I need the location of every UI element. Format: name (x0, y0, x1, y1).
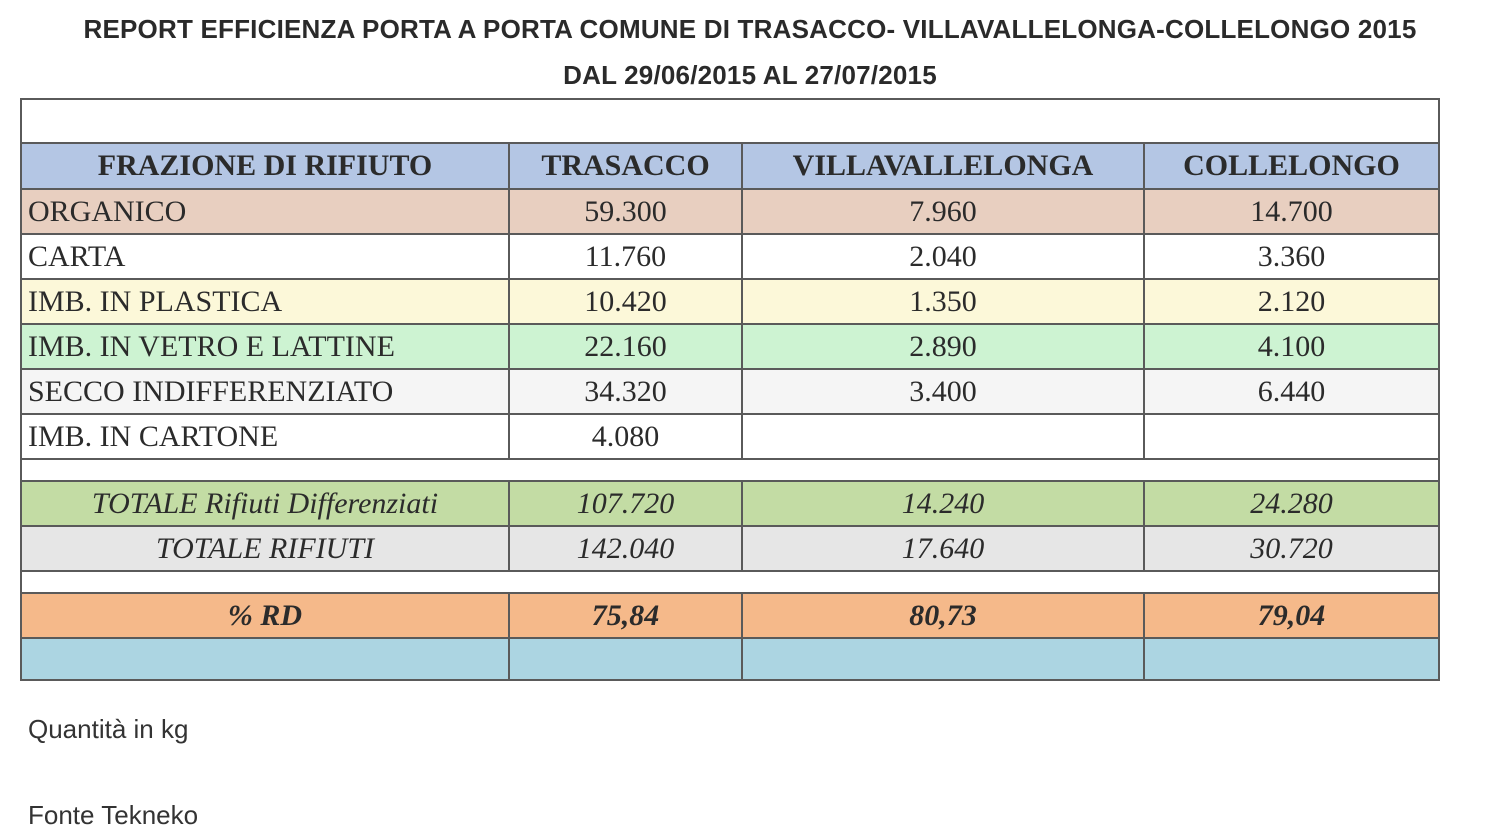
cell-collelongo: 79,04 (1144, 593, 1439, 638)
cell-villavallelonga: 2.040 (742, 234, 1144, 279)
table-row-totale-rifiuti (21, 526, 1439, 571)
spacer-row (21, 459, 1439, 481)
cell-trasacco: 11.760 (509, 234, 742, 279)
cell-collelongo: 3.360 (1144, 234, 1439, 279)
spacer-cell (21, 459, 1439, 481)
cell-collelongo: 24.280 (1144, 481, 1439, 526)
cell-villavallelonga (742, 414, 1144, 459)
source-note: Fonte Tekneko (28, 800, 199, 830)
cell-trasacco: 22.160 (509, 324, 742, 369)
cell-collelongo (1144, 414, 1439, 459)
report-table (20, 98, 1440, 681)
cell-villavallelonga: 7.960 (742, 189, 1144, 234)
spacer-row (21, 571, 1439, 593)
table-row-organico (21, 189, 1439, 234)
row-label: IMB. IN CARTONE (21, 414, 509, 459)
cell-villavallelonga: 17.640 (742, 526, 1144, 571)
header-frazione: FRAZIONE DI RIFIUTO (21, 143, 509, 189)
table-row-vetro (21, 324, 1439, 369)
report-title: REPORT EFFICIENZA PORTA A PORTA COMUNE DI TRASACCO- VILLAVALLELONGA-COLLELONGO 2015 (83, 14, 1417, 44)
bottom-blank-row (21, 638, 1439, 680)
blank-cell (21, 638, 509, 680)
cell-trasacco: 107.720 (509, 481, 742, 526)
cell-villavallelonga: 1.350 (742, 279, 1144, 324)
report-date-range: DAL 29/06/2015 AL 27/07/2015 (563, 60, 937, 90)
blank-cell (1144, 638, 1439, 680)
row-label: IMB. IN VETRO E LATTINE (21, 324, 509, 369)
cell-villavallelonga: 2.890 (742, 324, 1144, 369)
table-row-percent-rd (21, 593, 1439, 638)
blank-cell (509, 638, 742, 680)
cell-trasacco: 75,84 (509, 593, 742, 638)
header-villavallelonga: VILLAVALLELONGA (742, 143, 1144, 189)
blank-top-row (21, 99, 1439, 143)
table-row-plastica (21, 279, 1439, 324)
row-label: % RD (21, 593, 509, 638)
cell-villavallelonga: 14.240 (742, 481, 1144, 526)
cell-villavallelonga: 80,73 (742, 593, 1144, 638)
cell-collelongo: 14.700 (1144, 189, 1439, 234)
cell-villavallelonga: 3.400 (742, 369, 1144, 414)
row-label: CARTA (21, 234, 509, 279)
row-label: TOTALE RIFIUTI (21, 526, 509, 571)
blank-cell (742, 638, 1144, 680)
cell-trasacco: 59.300 (509, 189, 742, 234)
header-trasacco: TRASACCO (509, 143, 742, 189)
header-row (21, 143, 1439, 189)
cell-trasacco: 34.320 (509, 369, 742, 414)
blank-cell (21, 99, 1439, 143)
cell-collelongo: 2.120 (1144, 279, 1439, 324)
table-row-cartone (21, 414, 1439, 459)
cell-trasacco: 10.420 (509, 279, 742, 324)
table-row-secco (21, 369, 1439, 414)
cell-collelongo: 30.720 (1144, 526, 1439, 571)
row-label: TOTALE Rifiuti Differenziati (21, 481, 509, 526)
table-row-totale-differenziati (21, 481, 1439, 526)
row-label: SECCO INDIFFERENZIATO (21, 369, 509, 414)
cell-collelongo: 6.440 (1144, 369, 1439, 414)
cell-collelongo: 4.100 (1144, 324, 1439, 369)
row-label: ORGANICO (21, 189, 509, 234)
header-collelongo: COLLELONGO (1144, 143, 1439, 189)
cell-trasacco: 4.080 (509, 414, 742, 459)
table-row-carta (21, 234, 1439, 279)
units-note: Quantità in kg (28, 714, 189, 744)
row-label: IMB. IN PLASTICA (21, 279, 509, 324)
cell-trasacco: 142.040 (509, 526, 742, 571)
spacer-cell (21, 571, 1439, 593)
